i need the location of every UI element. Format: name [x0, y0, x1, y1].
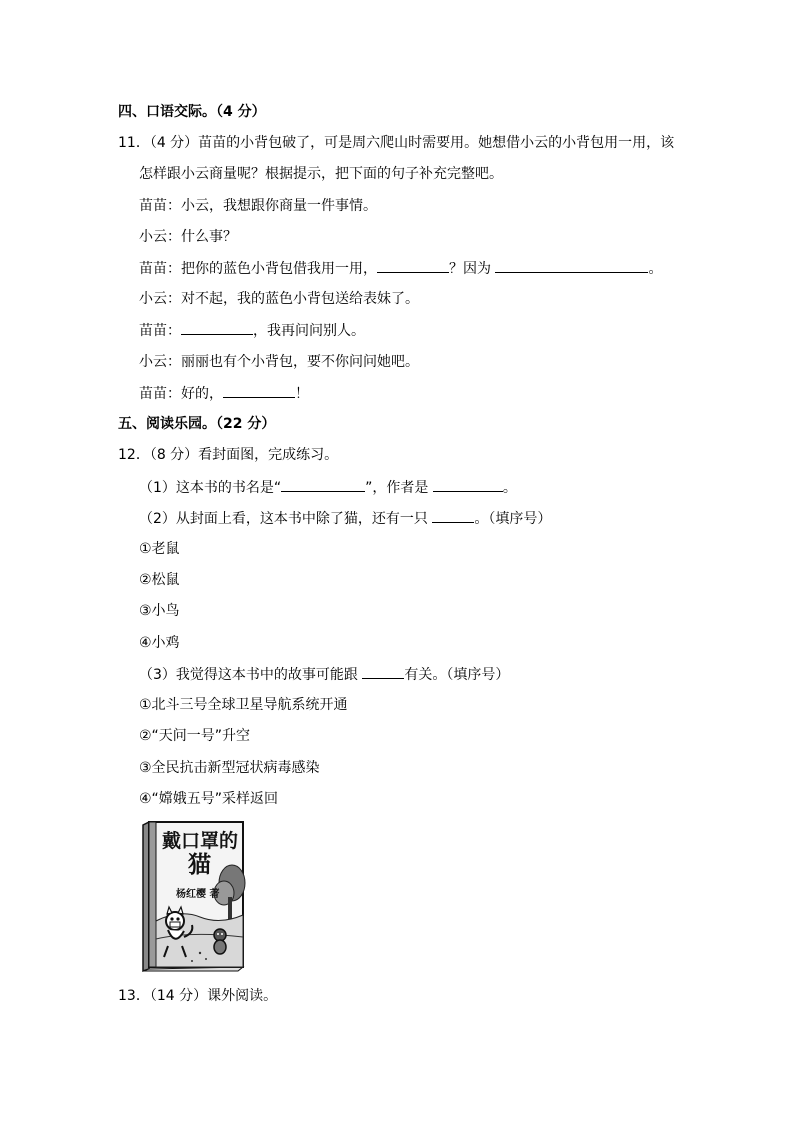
dialog-line-4: 小云：对不起，我的蓝色小背包送给表妹了。: [139, 291, 419, 307]
dialog-line-7: [139, 383, 309, 404]
dialog-line-2: 小云：什么事？: [139, 229, 237, 245]
q12-sub3-text-b: 有关。（填序号）: [404, 667, 510, 683]
option-item: ③小鸟: [139, 603, 180, 619]
answer-blank[interactable]: [281, 477, 365, 492]
q11-line1: 11．（4 分）苗苗的小背包破了，可是周六爬山时需要用。她想借小云的小背包用一用，该: [118, 135, 675, 151]
q12-title: 12．（8 分）看封面图，完成练习。: [118, 447, 339, 463]
answer-blank[interactable]: [362, 664, 404, 679]
q12-sub2: [139, 508, 551, 529]
dialog-line-3: [139, 258, 662, 279]
option-item: ④小鸡: [139, 635, 180, 651]
q12-sub3: [139, 664, 509, 685]
book-cover-image: [140, 821, 246, 973]
option-item: ①北斗三号全球卫星导航系统开通: [139, 697, 348, 713]
q12-sub1-text-b: ”，作者是: [365, 480, 429, 496]
q13-title: 13．（14 分）课外阅读。: [118, 988, 278, 1004]
answer-blank[interactable]: [495, 258, 648, 273]
option-item: ②“天问一号”升空: [139, 728, 251, 744]
answer-blank[interactable]: [433, 477, 503, 492]
dialog-5-text-b: ，我再问问别人。: [253, 323, 365, 339]
answer-blank[interactable]: [181, 320, 253, 335]
q12-sub1-text-c: 。: [502, 480, 517, 496]
q12-sub1: [139, 477, 517, 498]
q11-line2: 怎样跟小云商量呢？根据提示，把下面的句子补充完整吧。: [139, 166, 503, 182]
dialog-line-6: 小云：丽丽也有个小背包，要不你问问她吧。: [139, 354, 419, 370]
book-title-line2: 猫: [188, 851, 211, 878]
dialog-7-text-b: ！: [295, 386, 309, 402]
dialog-3-text-b: ？因为: [449, 261, 491, 277]
section4-heading: 四、口语交际。（4 分）: [118, 104, 266, 120]
q12-sub2-text-b: 。（填序号）: [474, 511, 552, 527]
q12-sub3-text-a: （3）我觉得这本书中的故事可能跟: [139, 667, 358, 683]
dialog-3-text-a: 苗苗：把你的蓝色小背包借我用一用，: [139, 261, 377, 277]
q12-sub1-text-a: （1）这本书的书名是“: [139, 480, 282, 496]
dialog-7-text-a: 苗苗：好的，: [139, 386, 223, 402]
answer-blank[interactable]: [432, 508, 474, 523]
option-item: ①老鼠: [139, 541, 180, 557]
answer-blank[interactable]: [377, 258, 449, 273]
option-item: ③全民抗击新型冠状病毒感染: [139, 760, 320, 776]
dialog-3-text-c: 。: [648, 261, 663, 277]
section5-heading: 五、阅读乐园。（22 分）: [118, 416, 276, 432]
book-author: 杨红樱 著: [176, 889, 220, 900]
dialog-line-5: [139, 320, 365, 341]
book-title-line1: 戴口罩的: [162, 830, 239, 852]
dialog-5-text-a: 苗苗：: [139, 323, 181, 339]
option-item: ②松鼠: [139, 572, 180, 588]
answer-blank[interactable]: [223, 383, 295, 398]
dialog-line-1: 苗苗：小云，我想跟你商量一件事情。: [139, 198, 377, 214]
option-item: ④“嫦娥五号”采样返回: [139, 791, 279, 807]
q12-sub2-text-a: （2）从封面上看，这本书中除了猫，还有一只: [139, 511, 428, 527]
